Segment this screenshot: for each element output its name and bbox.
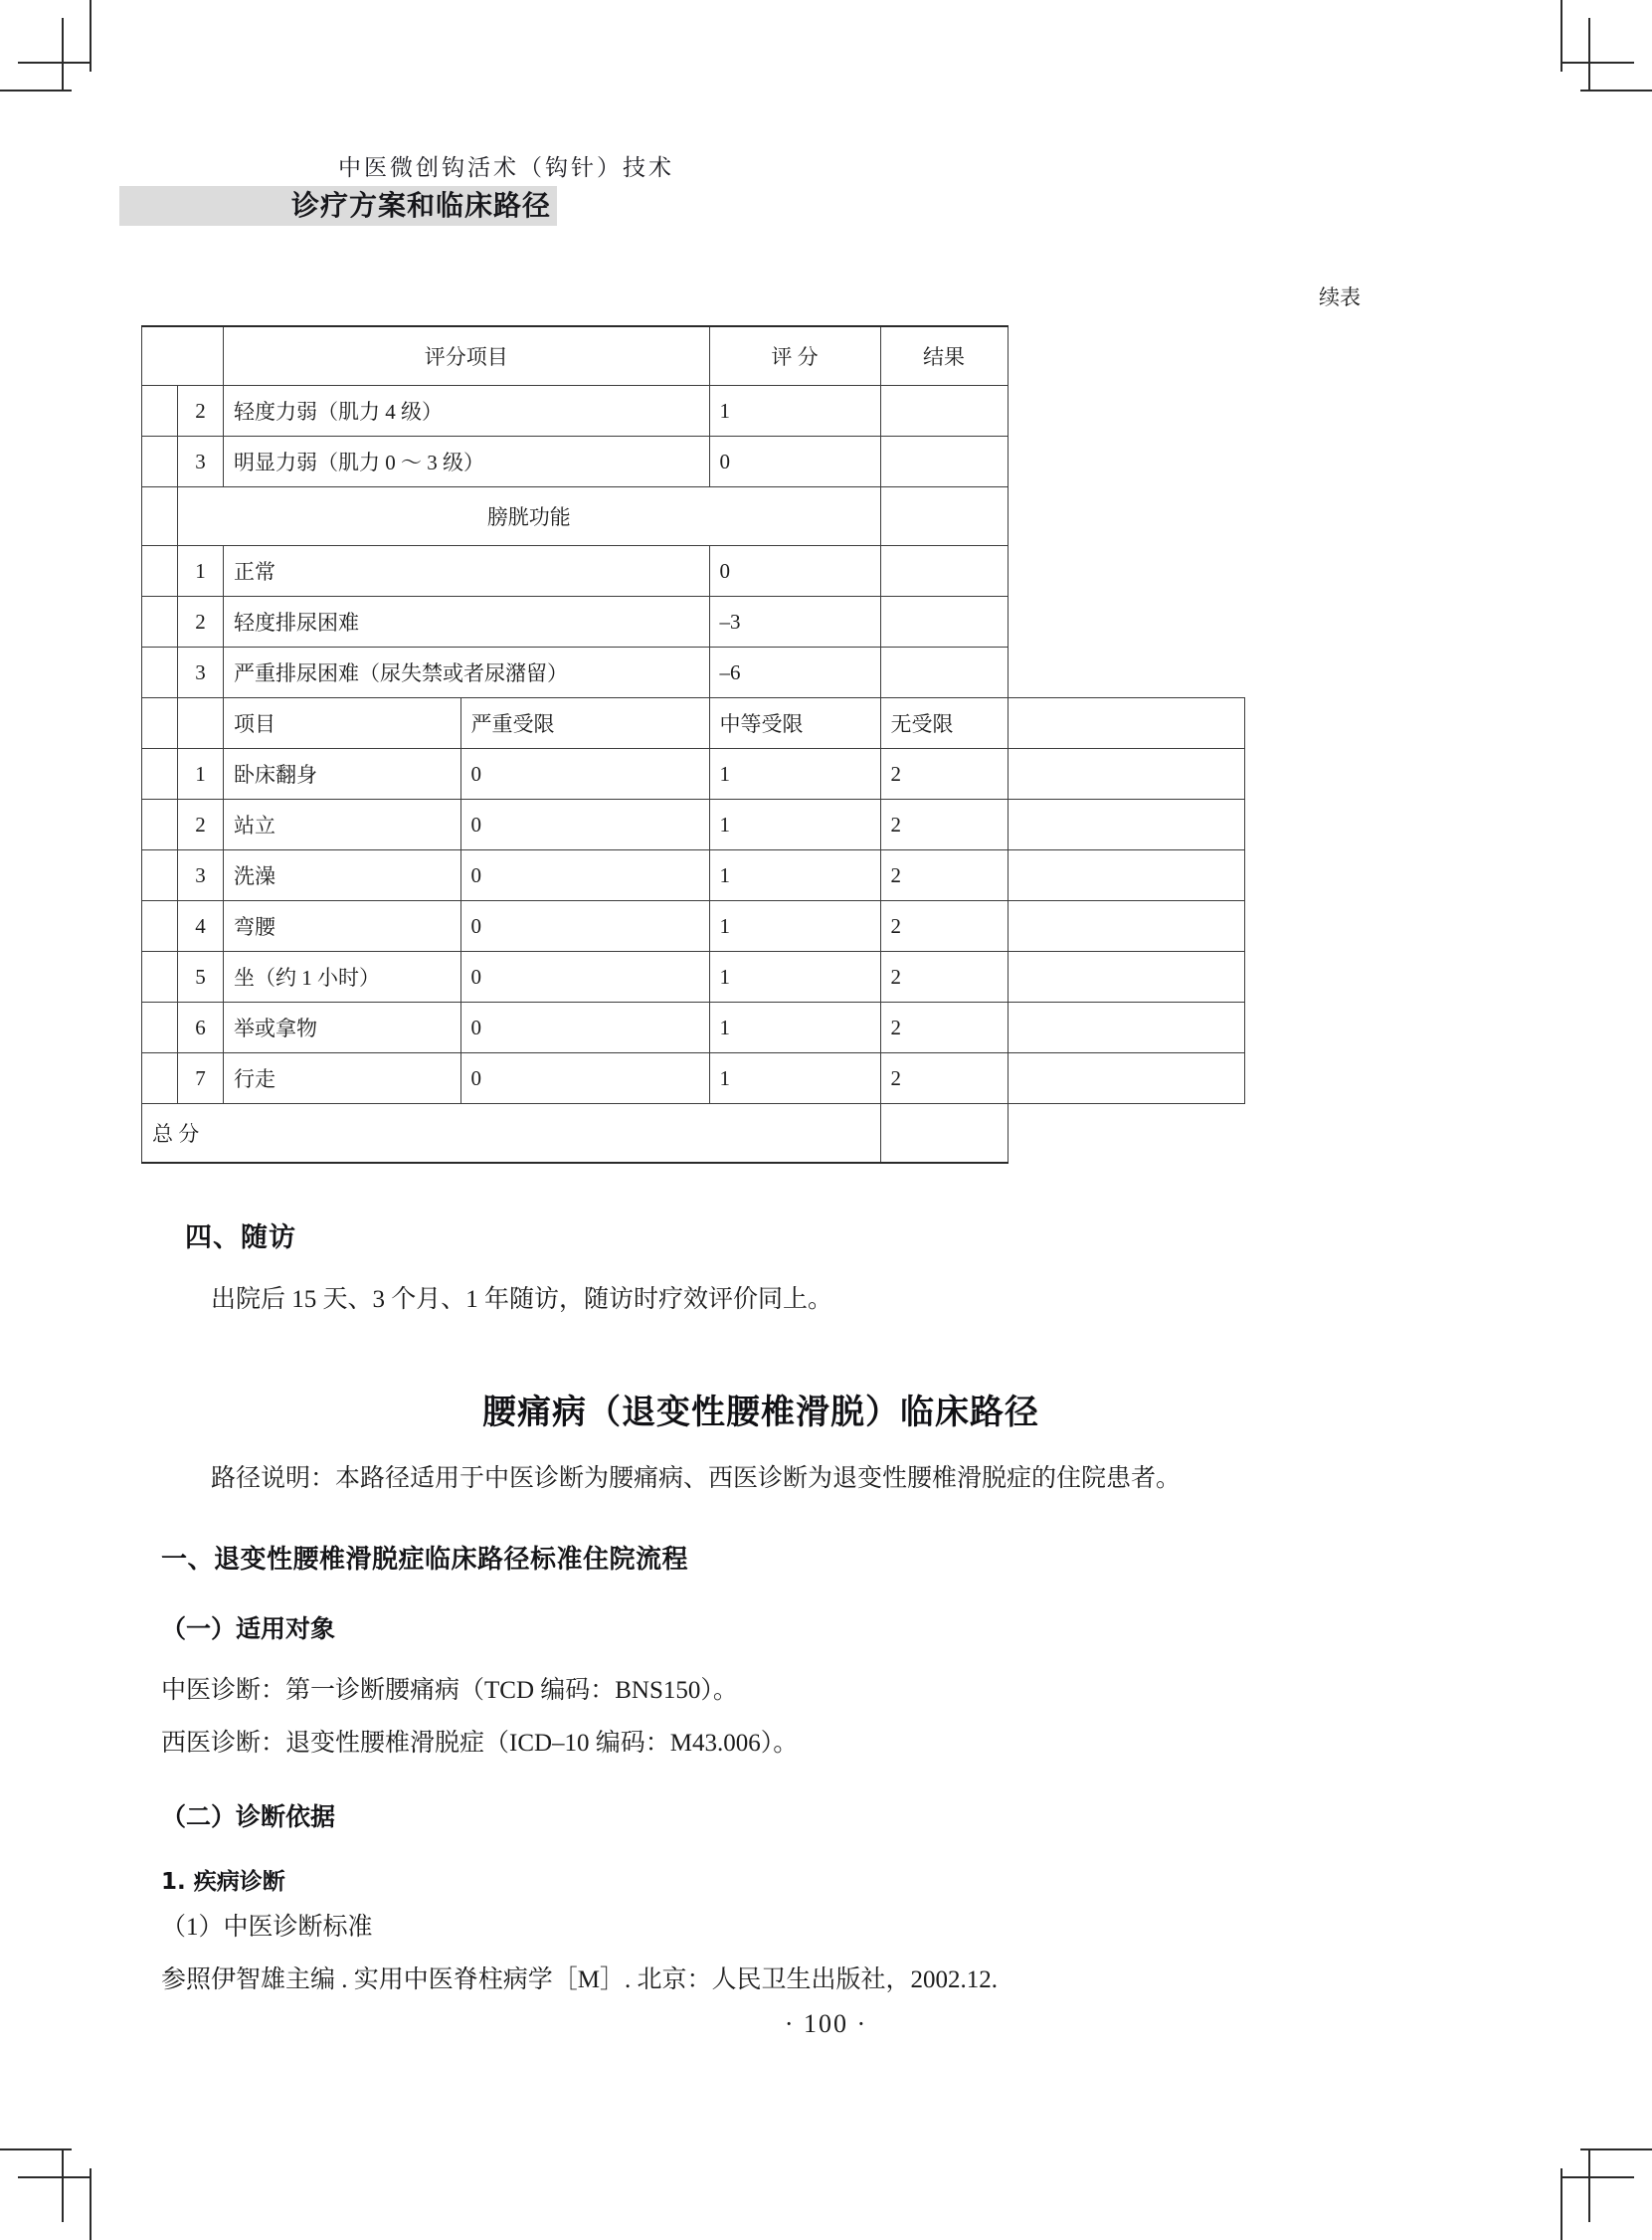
row-item: 轻度排尿困难: [224, 597, 710, 648]
row-none: 2: [880, 1053, 1008, 1104]
pathway-title: 腰痛病（退变性腰椎滑脱）临床路径: [482, 1392, 1039, 1432]
row-number: 6: [178, 1003, 224, 1053]
row-number: 2: [178, 800, 224, 850]
row-item: 站立: [224, 800, 461, 850]
row-score: –3: [709, 597, 880, 648]
table-header-row: [142, 326, 1245, 386]
header-score: 评 分: [709, 326, 880, 386]
total-result: [880, 1104, 1008, 1164]
total-label: 总 分: [142, 1104, 881, 1164]
row-number: 3: [178, 437, 224, 487]
row-result: [1008, 952, 1245, 1003]
row-result: [880, 648, 1008, 698]
heading-sub-one: （一）适用对象: [161, 1614, 336, 1643]
row-severe: 0: [460, 952, 709, 1003]
score-table: [141, 325, 1245, 1164]
row-severe: 0: [460, 749, 709, 800]
table-row: [142, 952, 1245, 1003]
header-item: 评分项目: [224, 326, 710, 386]
table-row: [142, 546, 1245, 597]
row-item: 弯腰: [224, 901, 461, 952]
tcm-diagnosis-text: 中医诊断：第一诊断腰痛病（TCD 编码：BNS150）。: [161, 1677, 738, 1704]
row-item: 轻度力弱（肌力 4 级）: [224, 386, 710, 437]
heading-followup: 四、随访: [185, 1222, 296, 1253]
row-moderate: 1: [709, 749, 880, 800]
row-item: 行走: [224, 1053, 461, 1104]
row-item: 严重排尿困难（尿失禁或者尿潴留）: [224, 648, 710, 698]
subheader-severe: 严重受限: [460, 698, 709, 749]
row-moderate: 1: [709, 800, 880, 850]
row-score: 1: [709, 386, 880, 437]
running-head-subtitle: 诊疗方案和临床路径: [290, 189, 551, 222]
row-moderate: 1: [709, 952, 880, 1003]
row-none: 2: [880, 901, 1008, 952]
table-row: [142, 1053, 1245, 1104]
table-row: [142, 800, 1245, 850]
table-row: [142, 1003, 1245, 1053]
row-moderate: 1: [709, 1053, 880, 1104]
row-item: 洗澡: [224, 850, 461, 901]
row-result: [880, 597, 1008, 648]
heading-item-one: 1. 疾病诊断: [161, 1869, 285, 1895]
followup-body: 出院后 15 天、3 个月、1 年随访，随访时疗效评价同上。: [211, 1286, 833, 1313]
row-severe: 0: [460, 1003, 709, 1053]
row-moderate: 1: [709, 901, 880, 952]
row-moderate: 1: [709, 1003, 880, 1053]
table-row: [142, 597, 1245, 648]
row-none: 2: [880, 952, 1008, 1003]
row-none: 2: [880, 1003, 1008, 1053]
row-result: [1008, 1053, 1245, 1104]
crop-mark-top-right: [1539, 18, 1634, 113]
running-head: [219, 149, 1402, 226]
row-item: 坐（约 1 小时）: [224, 952, 461, 1003]
table-row: [142, 648, 1245, 698]
table-row: [142, 901, 1245, 952]
running-head-band: [119, 186, 557, 226]
western-diagnosis-text: 西医诊断：退变性腰椎滑脱症（ICD–10 编码：M43.006）。: [161, 1729, 799, 1757]
row-item: 卧床翻身: [224, 749, 461, 800]
row-result: [1008, 800, 1245, 850]
row-none: 2: [880, 749, 1008, 800]
subheader-item: 项目: [224, 698, 461, 749]
table-row: [142, 437, 1245, 487]
table-row: [142, 850, 1245, 901]
row-score: –6: [709, 648, 880, 698]
item-one-sub-one: （1）中医诊断标准: [161, 1914, 373, 1941]
page-content: [119, 149, 1402, 2000]
running-head-title: 中医微创钩活术（钩针）技术: [338, 155, 674, 181]
row-result: [1008, 698, 1245, 749]
row-result: [880, 386, 1008, 437]
row-severe: 0: [460, 850, 709, 901]
row-number: 1: [178, 749, 224, 800]
heading-sub-two: （二）诊断依据: [161, 1802, 336, 1831]
table-subheader-row: [142, 698, 1245, 749]
crop-mark-bottom-left: [18, 2127, 113, 2222]
heading-section-one: 一、退变性腰椎滑脱症临床路径标准住院流程: [161, 1545, 689, 1575]
row-result: [880, 546, 1008, 597]
header-result: 结果: [880, 326, 1008, 386]
table-row: [142, 386, 1245, 437]
row-item: 正常: [224, 546, 710, 597]
crop-mark-top-left: [18, 18, 113, 113]
crop-mark-bottom-right: [1539, 2127, 1634, 2222]
row-result: [1008, 749, 1245, 800]
continued-table-label: 续表: [1319, 285, 1361, 309]
row-number: 7: [178, 1053, 224, 1104]
row-none: 2: [880, 800, 1008, 850]
table-row: [142, 749, 1245, 800]
row-result: [1008, 901, 1245, 952]
row-severe: 0: [460, 800, 709, 850]
row-item: 明显力弱（肌力 0 ～ 3 级）: [224, 437, 710, 487]
row-number: 2: [178, 597, 224, 648]
page-number: · 100 ·: [784, 2009, 868, 2038]
row-result: [880, 437, 1008, 487]
subheader-none: 无受限: [880, 698, 1008, 749]
row-number: 1: [178, 546, 224, 597]
subheader-moderate: 中等受限: [709, 698, 880, 749]
row-severe: 0: [460, 901, 709, 952]
row-number: 4: [178, 901, 224, 952]
row-none: 2: [880, 850, 1008, 901]
table-total-row: [142, 1104, 1245, 1164]
pathway-description: 路径说明：本路径适用于中医诊断为腰痛病、西医诊断为退变性腰椎滑脱症的住院患者。: [211, 1464, 1182, 1492]
row-number: 3: [178, 850, 224, 901]
item-one-sub-one-body: 参照伊智雄主编 . 实用中医脊柱病学［M］. 北京：人民卫生出版社，2002.12.: [161, 1965, 998, 1993]
row-moderate: 1: [709, 850, 880, 901]
row-result: [880, 487, 1008, 546]
row-severe: 0: [460, 1053, 709, 1104]
row-number: 5: [178, 952, 224, 1003]
row-number: 2: [178, 386, 224, 437]
row-score: 0: [709, 546, 880, 597]
row-score: 0: [709, 437, 880, 487]
row-item: 举或拿物: [224, 1003, 461, 1053]
section-bladder-label: 膀胱功能: [178, 487, 881, 546]
table-section-row: [142, 487, 1245, 546]
row-result: [1008, 850, 1245, 901]
row-result: [1008, 1003, 1245, 1053]
row-number: 3: [178, 648, 224, 698]
